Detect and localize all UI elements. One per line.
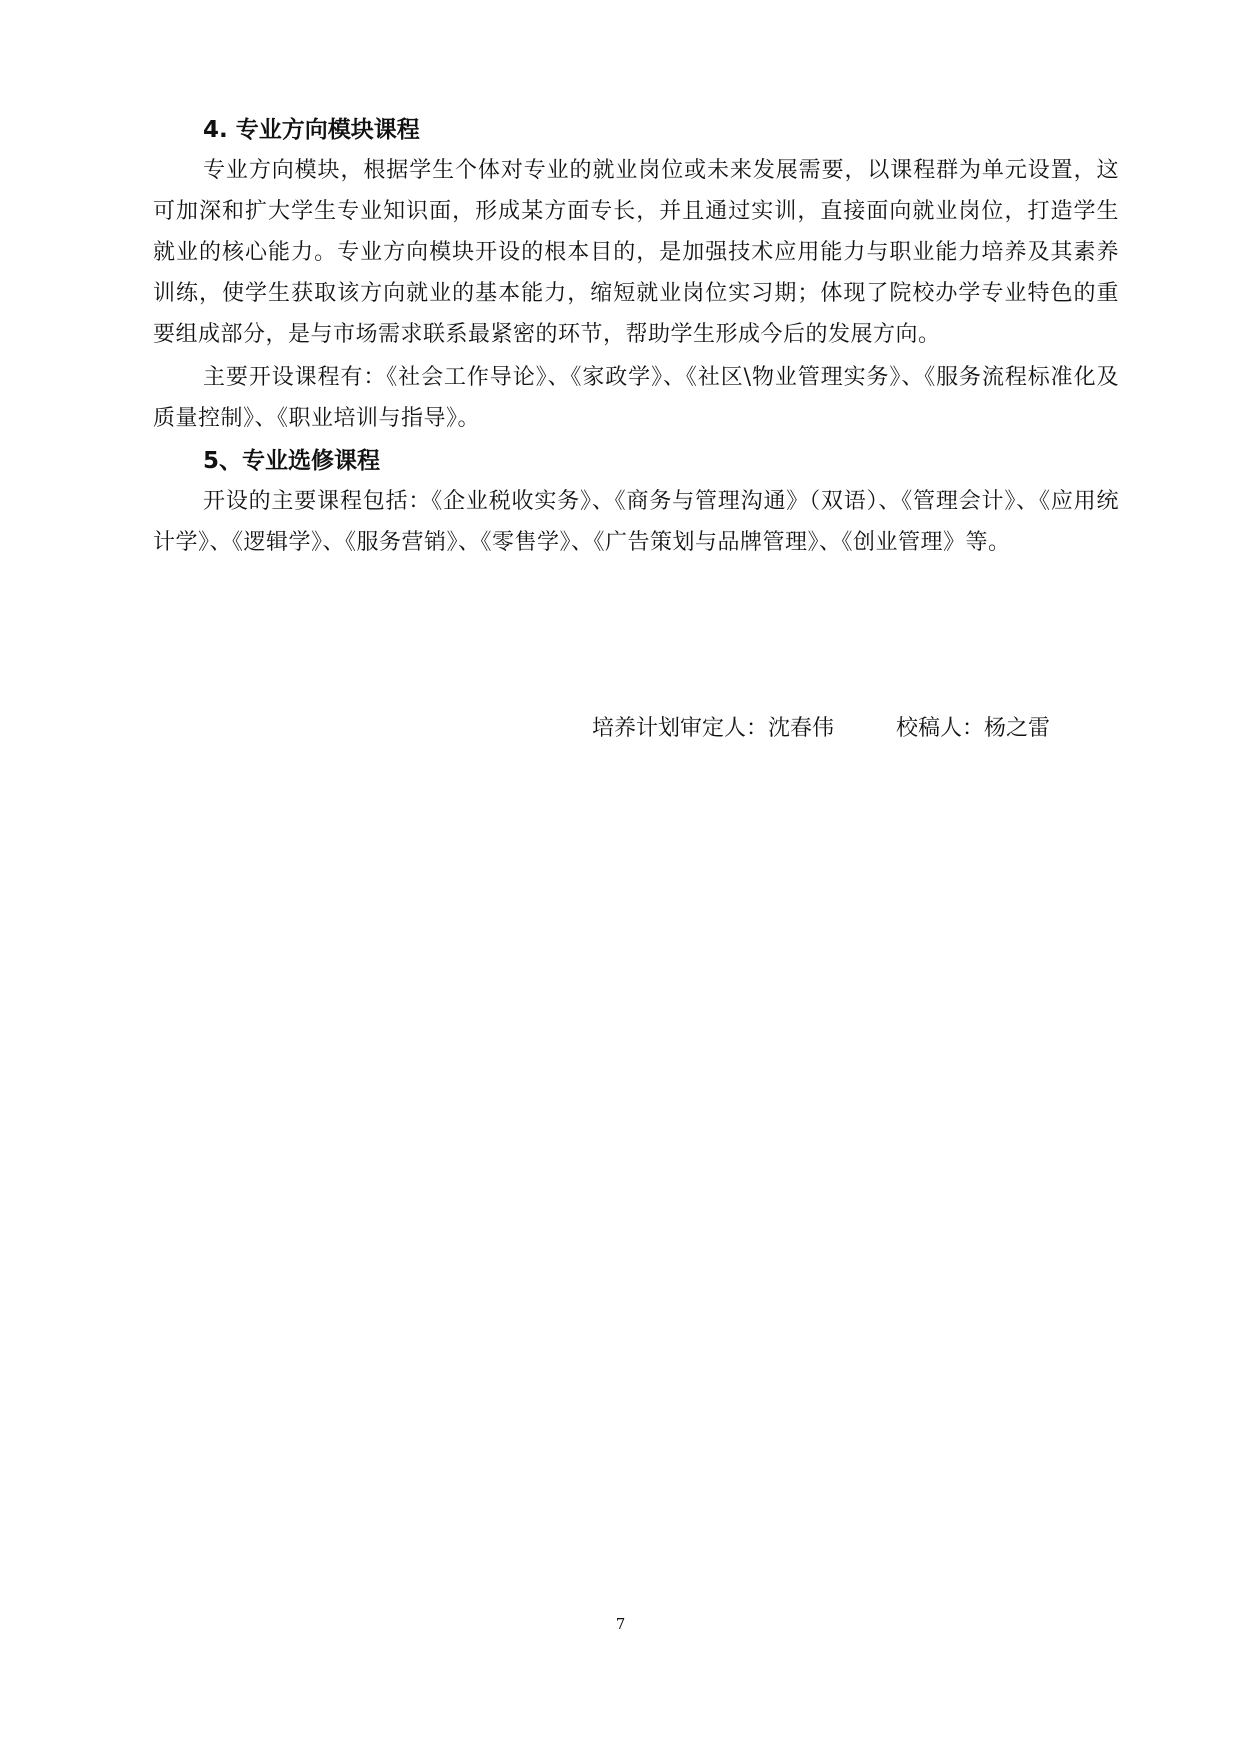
section-5-heading: 5、专业选修课程: [203, 448, 381, 474]
section-4-paragraph-1: 专业方向模块，根据学生个体对专业的就业岗位或未来发展需要，以课程群为单元设置，这可加深和扩大学生专业知识面，形成某方面专长，并且通过实训，直接面向就业岗位，打造学生就业的核心能力。专业方向模块开设的根本目的，是加强技术应用能力与职业能力培养及其素养训练，使学生获取该方向就业的基本能力，缩短就业岗位实习期；体现了院校办学专业特色的重要组成部分，是与市场需求联系最紧密的环节，帮助学生形成今后的发展方向。: [153, 158, 1119, 347]
plan-reviewer: 培养计划审定人：沈春伟: [592, 716, 835, 741]
page-content: [153, 110, 1119, 563]
proofreader: 校稿人：杨之雷: [896, 716, 1051, 741]
section-4-heading: 4. 专业方向模块课程: [203, 117, 420, 143]
signature-line: [592, 713, 1050, 745]
section-4-paragraph-2: 主要开设课程有：《社会工作导论》、《家政学》、《社区\物业管理实务》、《服务流程标准化及质量控制》、《职业培训与指导》。: [153, 365, 1119, 431]
section-5-paragraph-1: 开设的主要课程包括：《企业税收实务》、《商务与管理沟通》（双语）、《管理会计》、《应用统计学》、《逻辑学》、《服务营销》、《零售学》、《广告策划与品牌管理》、《创业管理》等。: [153, 489, 1119, 555]
page-number: 7: [615, 1615, 626, 1633]
